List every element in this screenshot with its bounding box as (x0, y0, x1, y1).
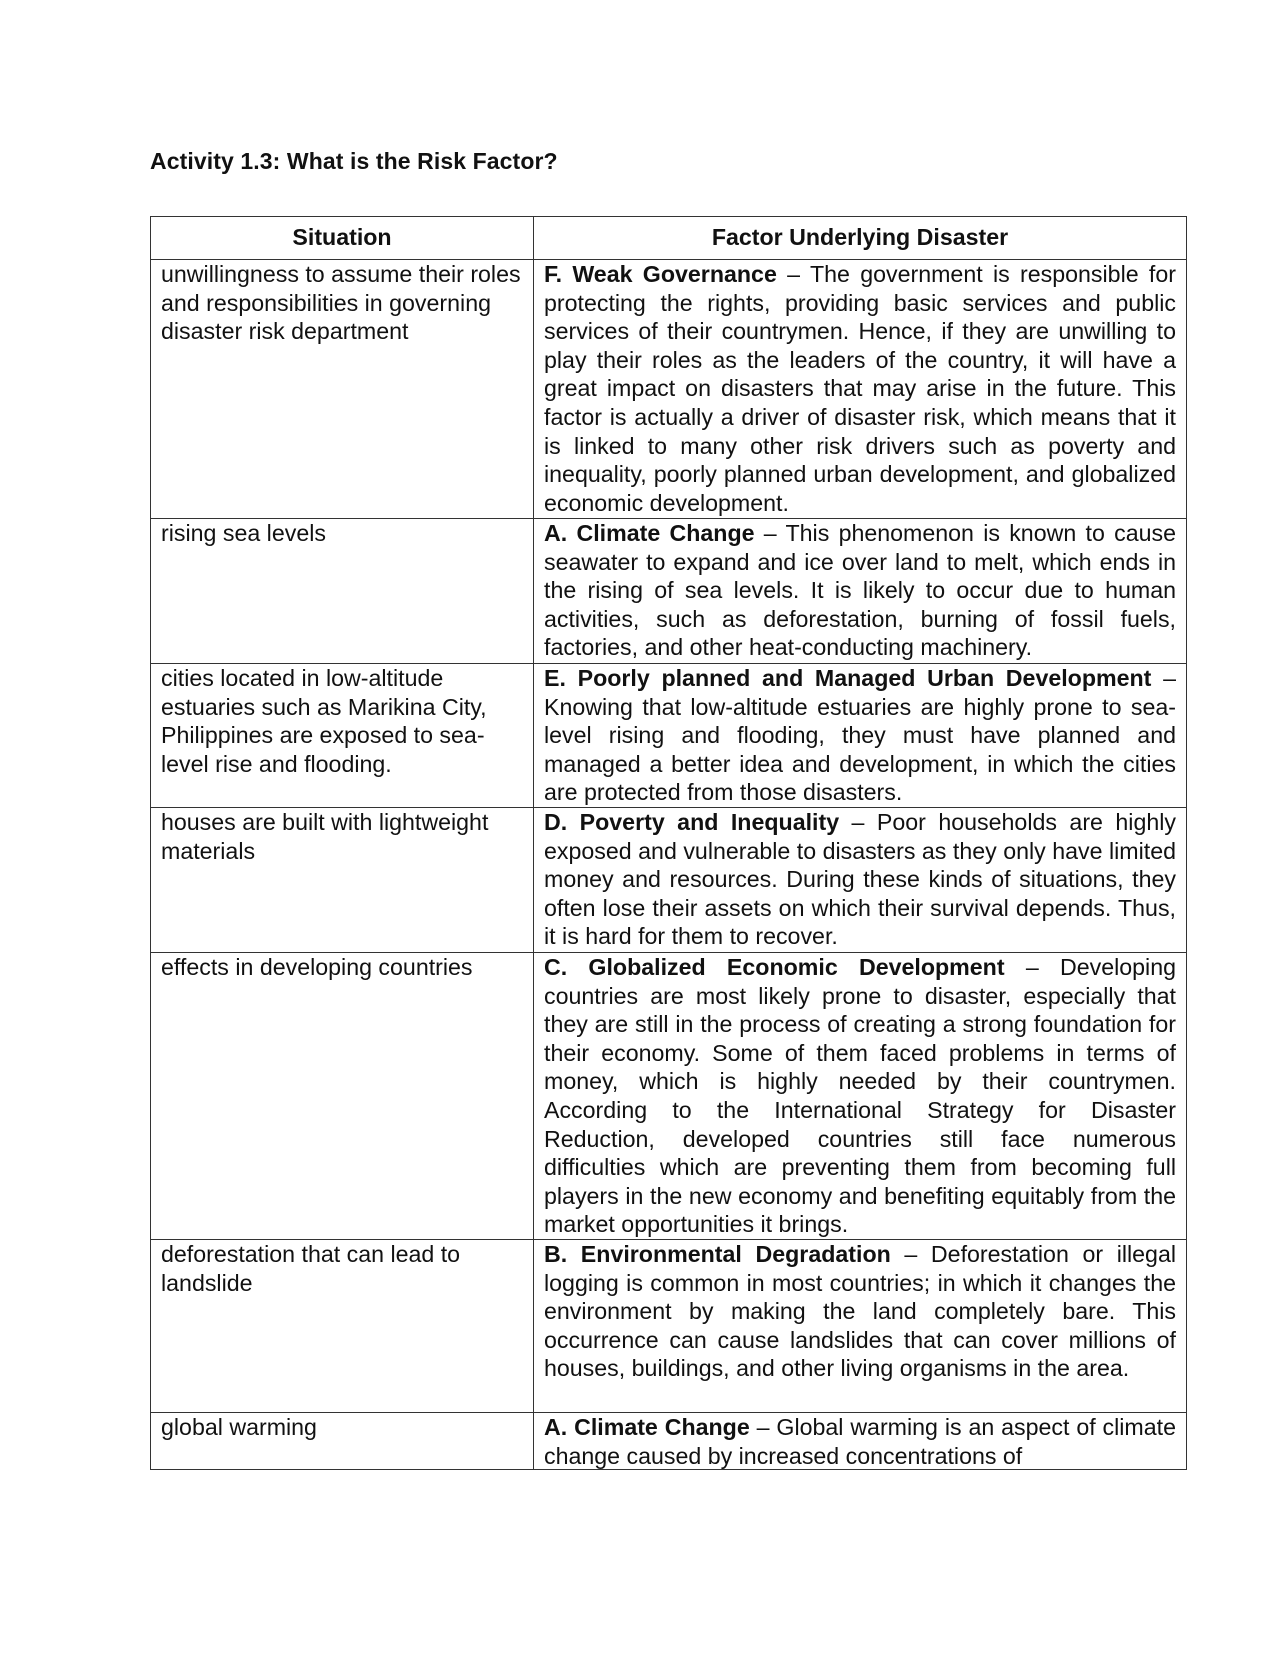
situation-cell: global warming (151, 1413, 534, 1470)
factor-description: – Poor households are highly exposed and vulnerable to disasters as they only have limited money and resources. During these kinds of situations, they often lose their assets on which their survival depends. Thus, it is hard for them to recover. (544, 809, 1176, 950)
page-title: Activity 1.3: What is the Risk Factor? (150, 148, 558, 174)
factor-cell (534, 519, 1187, 664)
factor-cell (534, 260, 1187, 519)
table-row (151, 1240, 1187, 1413)
factor-name: C. Globalized Economic Development (544, 954, 1005, 980)
situation-cell: houses are built with lightweight materials (151, 808, 534, 953)
table-row (151, 1413, 1187, 1470)
table-header-row (151, 217, 1187, 260)
factor-cell (534, 1413, 1187, 1470)
risk-factor-table (150, 216, 1187, 1470)
table-row (151, 260, 1187, 519)
factor-name: D. Poverty and Inequality (544, 809, 840, 835)
factor-description: – Developing countries are most likely prone to disaster, especially that they are still in the process of creating a strong foundation for their economy. Some of them faced problems in terms of money, which is highly needed by their countrymen. According to the International Strategy for Disaster Reduction, developed countries still face numerous difficulties which are preventing them from becoming full players in the new economy and benefiting equitably from the market opportunities it brings. (544, 954, 1176, 1238)
factor-description: – This phenomenon is known to cause seawater to expand and ice over land to melt, which ends in the rising of sea levels. It is likely to occur due to human activities, such as deforestation, burning of fossil fuels, factories, and other heat-conducting machinery. (544, 520, 1176, 661)
situation-cell: deforestation that can lead to landslide (151, 1240, 534, 1413)
situation-cell: unwillingness to assume their roles and responsibilities in governing disaster risk department (151, 260, 534, 519)
factor-name: A. Climate Change (544, 520, 755, 546)
situation-cell: rising sea levels (151, 519, 534, 664)
situation-cell: cities located in low-altitude estuaries such as Marikina City, Philippines are exposed to sea-level rise and flooding. (151, 664, 534, 808)
situation-cell: effects in developing countries (151, 953, 534, 1240)
factor-name: B. Environmental Degradation (544, 1241, 891, 1267)
factor-cell (534, 664, 1187, 808)
column-header-situation: Situation (151, 217, 534, 260)
factor-description: – Global warming is an aspect of climate change caused by increased concentrations of (544, 1414, 1176, 1469)
factor-clip (544, 1413, 1176, 1469)
table-row (151, 519, 1187, 664)
factor-name: E. Poorly planned and Managed Urban Development (544, 665, 1152, 691)
column-header-factor: Factor Underlying Disaster (534, 217, 1187, 260)
table-row (151, 664, 1187, 808)
factor-name: F. Weak Governance (544, 261, 777, 287)
factor-cell (534, 953, 1187, 1240)
factor-description: – Knowing that low-altitude estuaries are highly prone to sea-level rising and flooding, they must have planned and managed a better idea and development, in which the cities are protected from those disasters. (544, 665, 1176, 806)
factor-name: A. Climate Change (544, 1414, 750, 1440)
table-row (151, 953, 1187, 1240)
table-row (151, 808, 1187, 953)
factor-cell (534, 1240, 1187, 1413)
factor-cell (534, 808, 1187, 953)
factor-description: – Deforestation or illegal logging is common in most countries; in which it changes the environment by making the land completely bare. This occurrence can cause landslides that can cover millions of houses, buildings, and other living organisms in the area. (544, 1241, 1176, 1382)
factor-description: – The government is responsible for protecting the rights, providing basic services and public services of their countrymen. Hence, if they are unwilling to play their roles as the leaders of the country, it will have a great impact on disasters that may arise in the future. This factor is actually a driver of disaster risk, which means that it is linked to many other risk drivers such as poverty and inequality, poorly planned urban development, and globalized economic development. (544, 261, 1176, 516)
